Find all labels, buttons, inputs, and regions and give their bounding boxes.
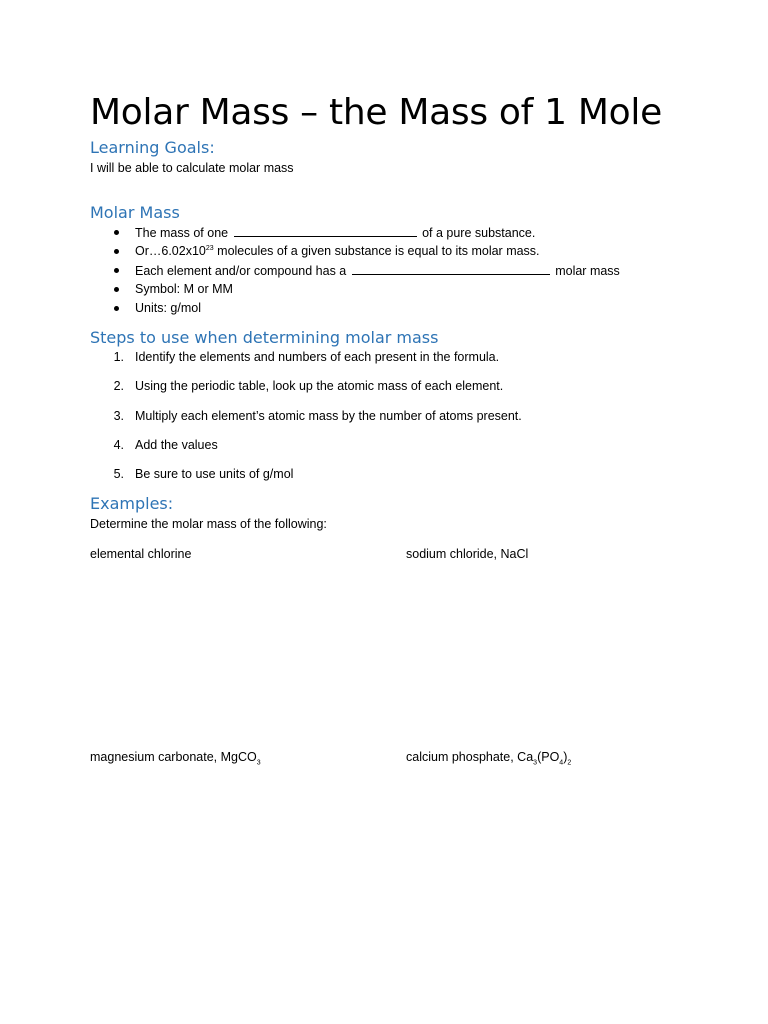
learning-goals-heading: Learning Goals: <box>90 138 215 157</box>
learning-goals-text: I will be able to calculate molar mass <box>90 161 294 175</box>
bullet-icon <box>114 268 119 273</box>
bullet-text: The mass of one of a pure substance. <box>135 226 536 240</box>
bullet-icon <box>114 230 119 235</box>
bullet-icon <box>114 287 119 292</box>
bullet-item <box>90 224 690 240</box>
step-number: 3. <box>113 409 124 423</box>
step-text: Using the periodic table, look up the atomic mass of each element. <box>135 379 504 393</box>
example-elemental-chlorine: elemental chlorine <box>90 547 192 561</box>
step-number: 5. <box>113 467 124 481</box>
fill-in-blank <box>234 224 417 237</box>
step-item <box>90 349 690 365</box>
example-magnesium-carbonate: magnesium carbonate, MgCO$_3$ <box>90 750 261 767</box>
page-title: Molar Mass – the Mass of 1 Mole <box>90 92 662 133</box>
step-text: Identify the elements and numbers of each present in the formula. <box>135 350 500 364</box>
bullet-text: $Or\dots 6.02x10^{23}$ molecules of a given substance is equal to its molar mass. <box>135 244 540 258</box>
examples-intro: Determine the molar mass of the following: <box>90 517 327 531</box>
fill-in-blank <box>352 262 550 275</box>
bullet-item <box>90 300 690 316</box>
bullet-item <box>90 243 690 259</box>
bullet-icon <box>114 306 119 311</box>
step-text: Multiply each element’s atomic mass by the number of atoms present. <box>135 409 522 423</box>
bullet-item <box>90 262 690 278</box>
step-number: 2. <box>113 379 124 393</box>
bullet-text: Each element and/or compound has a molar mass <box>135 264 620 278</box>
step-item <box>90 466 690 482</box>
step-text: Add the values <box>135 438 218 452</box>
steps-heading: Steps to use when determining molar mass <box>90 328 439 347</box>
example-calcium-phosphate: calcium phosphate, $Ca_3(PO_4)_2$ <box>406 750 572 767</box>
step-item <box>90 408 690 424</box>
molar-mass-heading: Molar Mass <box>90 203 180 222</box>
step-item <box>90 378 690 394</box>
bullet-icon <box>114 249 119 254</box>
step-number: 4. <box>113 438 124 452</box>
bullet-text: Units: g/mol <box>135 301 201 315</box>
step-text: Be sure to use units of g/mol <box>135 467 294 481</box>
example-sodium-chloride: sodium chloride, NaCl <box>406 547 529 561</box>
examples-heading: Examples: <box>90 494 174 513</box>
bullet-item <box>90 281 690 297</box>
bullet-text: Symbol: M or MM <box>135 282 233 296</box>
step-item <box>90 437 690 453</box>
step-number: 1. <box>113 350 124 364</box>
